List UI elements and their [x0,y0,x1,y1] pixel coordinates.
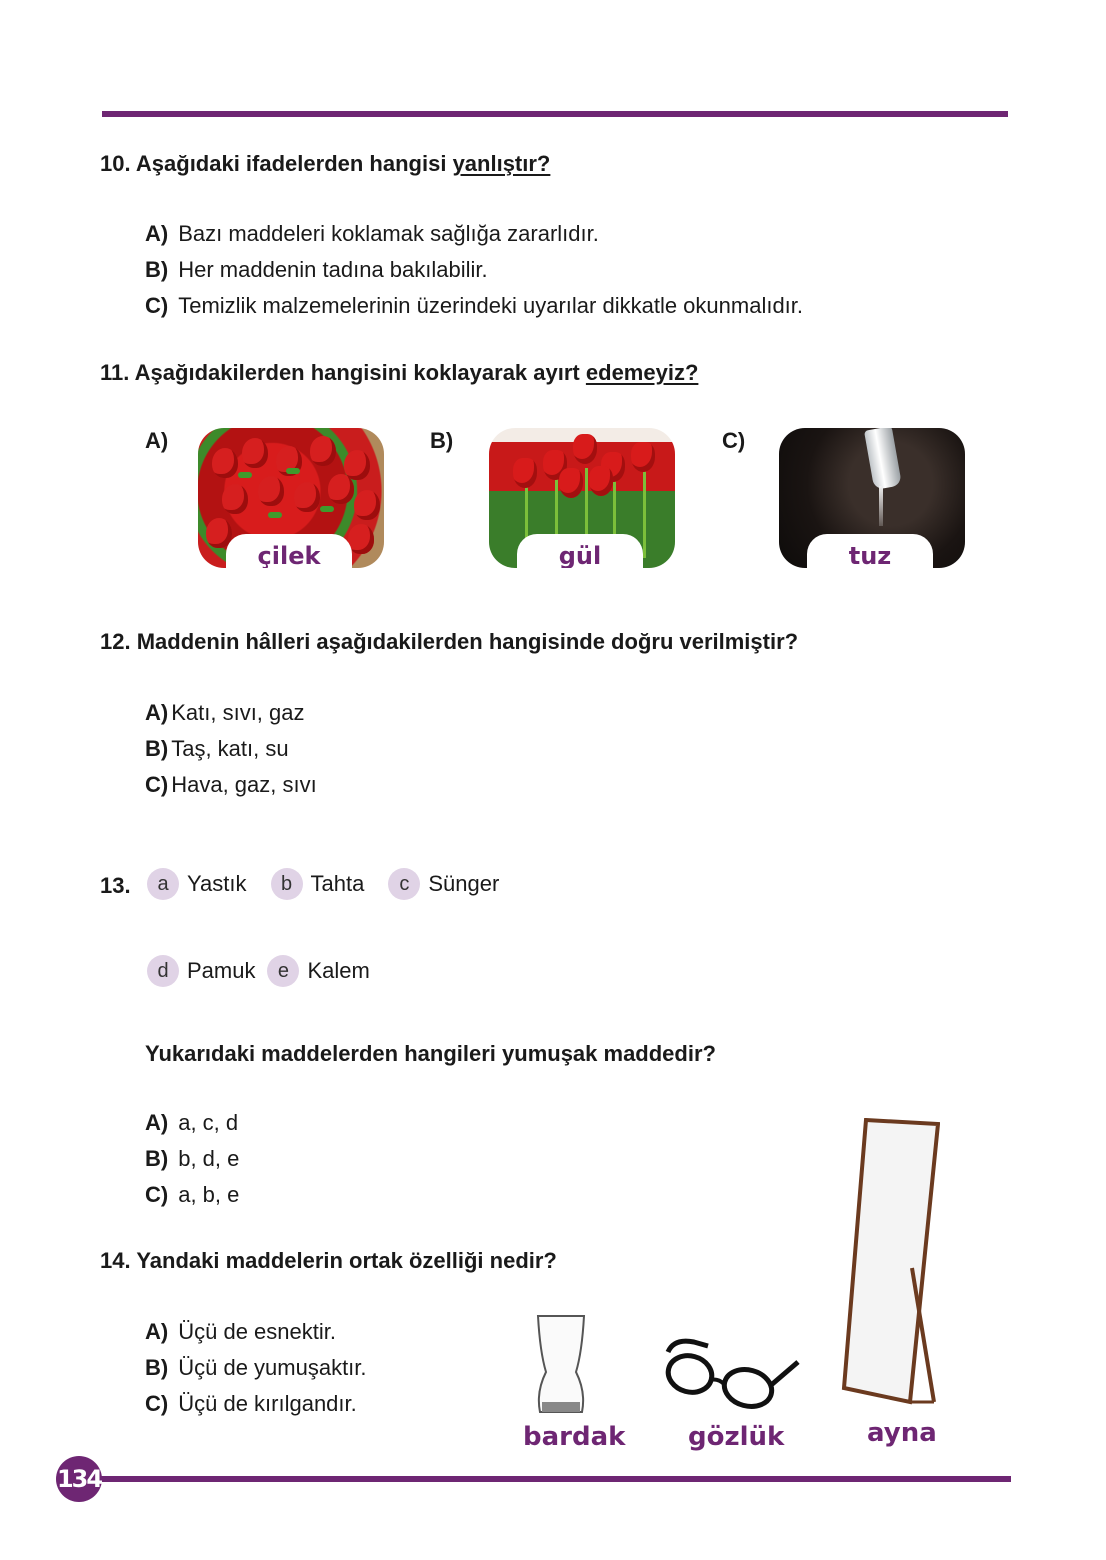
option-text: Temizlik malzemelerinin üzerindeki uyarılar dikkatle okunmalıdır. [178,293,804,318]
object-label: bardak [523,1422,626,1452]
image-caption: çilek [226,534,352,568]
item-text: Pamuk [187,958,256,983]
item-d [147,955,255,987]
q11-option-a-letter[interactable]: A) [145,428,169,453]
q12-option-c[interactable] [145,772,317,798]
option-letter: C) [145,1182,169,1207]
letter-chip: a [147,868,179,900]
option-letter: B) [145,1355,169,1380]
item-b [271,868,365,900]
page-number: 134 [56,1456,102,1502]
glass-image [530,1312,592,1418]
q10-option-a[interactable] [145,221,599,247]
q11-option-c-letter[interactable]: C) [722,428,746,453]
letter-chip: d [147,955,179,987]
question-number: 14. [100,1248,131,1273]
option-text: Üçü de esnektir. [178,1319,336,1344]
item-e [267,955,369,987]
question-number: 10. [100,151,131,176]
option-text: Her maddenin tadına bakılabilir. [178,257,488,282]
mirror-image [840,1118,940,1408]
item-c [388,868,499,900]
option-letter: B) [145,257,169,282]
option-letter: A) [145,221,169,246]
salt-shaker-image[interactable] [779,428,965,568]
item-text: Yastık [187,871,247,896]
q13-option-b[interactable] [145,1146,239,1172]
question-number: 12. [100,629,131,654]
option-text: a, c, d [178,1110,239,1135]
q13-option-c[interactable] [145,1182,239,1208]
letter-chip: c [388,868,420,900]
q13-option-a[interactable] [145,1110,238,1136]
top-divider [102,111,1008,117]
question-emphasis: yanlıştır? [452,151,551,176]
q11-option-b-letter[interactable]: B) [430,428,454,453]
q14-option-c[interactable] [145,1391,357,1417]
question-number: 11. [100,360,130,385]
option-letter: A) [145,700,169,725]
object-label: gözlük [688,1422,785,1452]
option-text: Katı, sıvı, gaz [171,700,305,725]
option-letter: C) [145,772,169,797]
question-11-title [100,360,698,386]
question-13-text: Yukarıdaki maddelerden hangileri yumuşak maddedir? [145,1041,716,1066]
question-12-title [100,629,798,655]
question-14-title [100,1248,557,1274]
q10-option-c[interactable] [145,293,803,319]
option-letter: C) [145,293,169,318]
option-letter: C) [145,1391,169,1416]
object-label: ayna [867,1418,937,1448]
question-13-number: 13. [100,873,131,898]
item-text: Tahta [310,871,365,896]
strawberries-image[interactable] [198,428,384,568]
option-text: Hava, gaz, sıvı [171,772,317,797]
question-text: Aşağıdaki ifadelerden hangisi [135,151,447,176]
question-text: Maddenin hâlleri aşağıdakilerden hangisinde doğru verilmiştir? [136,629,799,654]
q12-option-b[interactable] [145,736,289,762]
option-letter: A) [145,1319,169,1344]
question-emphasis: edemeyiz? [585,360,699,385]
item-text: Kalem [307,958,370,983]
q10-option-b[interactable] [145,257,488,283]
item-text: Sünger [428,871,500,896]
option-letter: B) [145,736,169,761]
option-text: Üçü de kırılgandır. [178,1391,357,1416]
option-text: b, d, e [178,1146,240,1171]
question-text: Aşağıdakilerden hangisini koklayarak ayırt [134,360,580,385]
roses-image[interactable] [489,428,675,568]
item-a [147,868,247,900]
q12-option-a[interactable] [145,700,305,726]
option-letter: B) [145,1146,169,1171]
option-text: Bazı maddeleri koklamak sağlığa zararlıdır. [178,221,599,246]
option-text: Üçü de yumuşaktır. [178,1355,367,1380]
option-text: a, b, e [178,1182,240,1207]
image-caption: tuz [807,534,933,568]
option-letter: A) [145,1110,169,1135]
option-text: Taş, katı, su [171,736,289,761]
bottom-divider [96,1476,1011,1482]
q13-items-row-1 [147,868,523,900]
q14-option-b[interactable] [145,1355,367,1381]
q13-items-row-2 [147,955,394,987]
letter-chip: e [267,955,299,987]
question-10-title [100,151,550,177]
q14-option-a[interactable] [145,1319,336,1345]
question-text: Yandaki maddelerin ortak özelliği nedir? [136,1248,557,1273]
letter-chip: b [271,868,303,900]
image-caption: gül [517,534,643,568]
glasses-image [664,1334,804,1414]
